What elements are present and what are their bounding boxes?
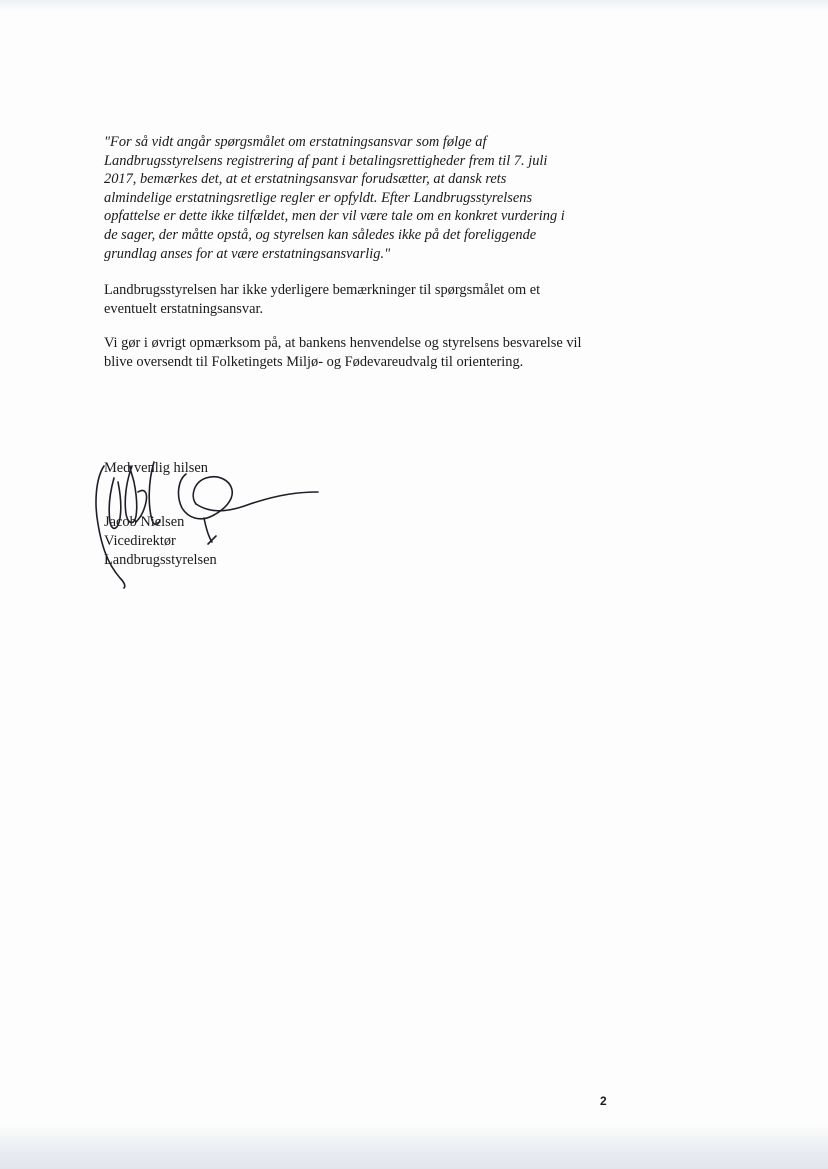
- quote-line: grundlag anses for at være erstatningsansvarlig.": [104, 245, 391, 262]
- closing-greeting: Med venlig hilsen: [104, 460, 208, 476]
- signatory-organization: Landbrugsstyrelsen: [104, 552, 217, 568]
- paragraph-line: eventuelt erstatningsansvar.: [104, 300, 264, 317]
- paragraph-line: Landbrugsstyrelsen har ikke yderligere bemærkninger til spørgsmålet om et: [104, 282, 541, 298]
- quote-line: de sager, der måtte opstå, og styrelsen kan således ikke på det foreliggende: [104, 226, 537, 243]
- quote-line: Landbrugsstyrelsens registrering af pant i betalingsrettigheder frem til 7. juli: [104, 152, 548, 169]
- quoted-statement: [104, 133, 624, 263]
- paragraph-forwarding-notice: [104, 334, 624, 371]
- scan-edge-top: [0, 0, 828, 10]
- quote-line: opfattelse er dette ikke tilfældet, men der vil være tale om en konkret vurdering i: [104, 208, 565, 225]
- quote-line: "For så vidt angår spørgsmålet om erstatningsansvar som følge af: [104, 134, 487, 150]
- paragraph-line: blive oversendt til Folketingets Miljø- og Fødevareudvalg til orientering.: [104, 353, 524, 370]
- quote-line: almindelige erstatningsretlige regler er opfyldt. Efter Landbrugsstyrelsens: [104, 189, 533, 206]
- page-number: 2: [600, 1094, 607, 1108]
- signatory-title: Vicedirektør: [104, 533, 176, 549]
- scan-edge-bottom: [0, 1124, 828, 1169]
- paragraph-no-further-remarks: [104, 281, 624, 318]
- quote-line: 2017, bemærkes det, at et erstatningsansvar forudsætter, at dansk rets: [104, 171, 507, 188]
- signatory-name: Jacob Nielsen: [104, 514, 185, 530]
- paragraph-line: Vi gør i øvrigt opmærksom på, at bankens henvendelse og styrelsens besvarelse vil: [104, 335, 582, 351]
